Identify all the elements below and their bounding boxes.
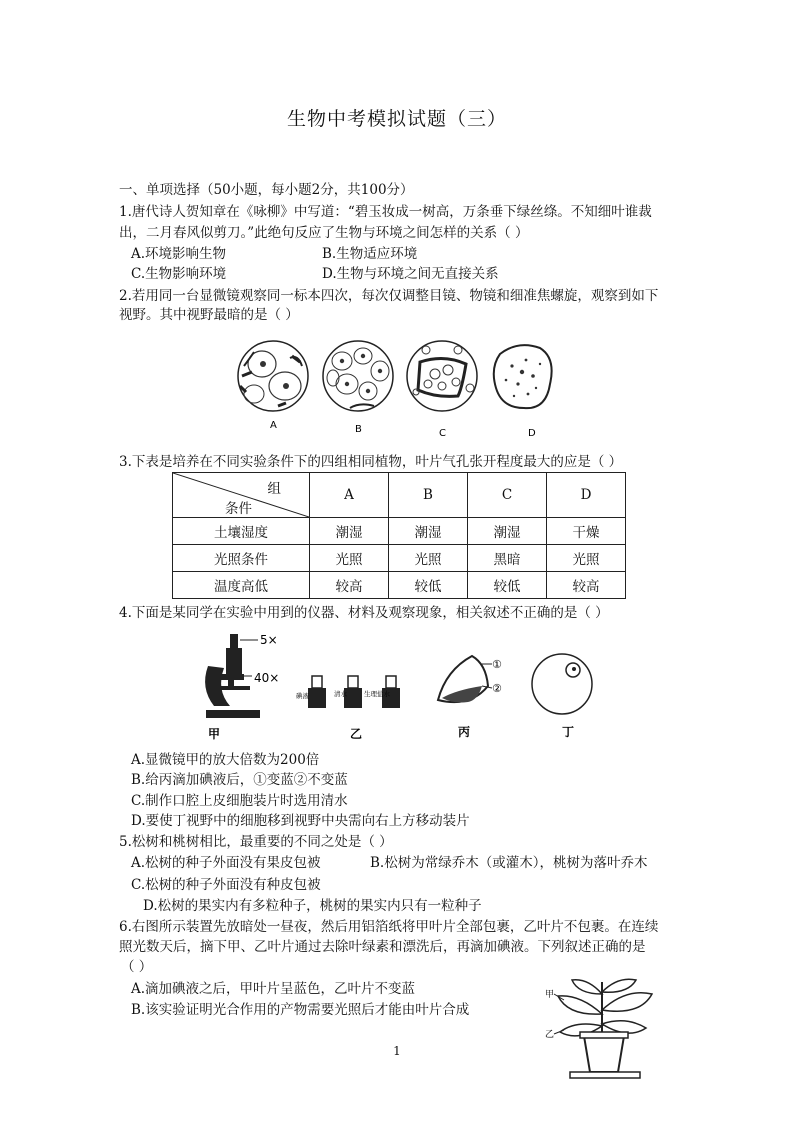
row-label: 土壤湿度 <box>173 518 310 545</box>
caption-bing: 丙 <box>458 725 471 739</box>
seed-mark-2: ② <box>492 682 502 695</box>
table-header-d: D <box>547 473 626 518</box>
field-label-d: D <box>528 428 536 439</box>
q6-option-b: B.该实验证明光合作用的产物需要光照后才能由叶片合成 <box>131 1002 470 1018</box>
field-label-c: C <box>439 428 446 439</box>
q1-option-a: A.环境影响生物 <box>131 246 227 262</box>
seed-mark-1: ① <box>492 658 502 671</box>
field-d-image <box>494 345 552 408</box>
q5-option-b: B.松树为常绿乔木（或灌木），桃树为落叶乔木 <box>370 855 648 871</box>
q1-option-d: D.生物与环境之间无直接关系 <box>322 266 499 282</box>
page-number: 1 <box>393 1044 401 1058</box>
table-row <box>173 518 626 545</box>
table-cell: 较低 <box>389 572 468 599</box>
caption-jia: 甲 <box>208 727 221 741</box>
q4-option-d: D.要使丁视野中的细胞移到视野中央需向右上方移动装片 <box>131 813 470 829</box>
table-cell: 潮湿 <box>310 518 389 545</box>
q4-instruments-figure <box>200 626 620 746</box>
q6-option-a: A.滴加碘液之后，甲叶片呈蓝色，乙叶片不变蓝 <box>131 981 416 997</box>
objective-magnification: 40× <box>254 671 280 685</box>
table-cell: 黑暗 <box>468 545 547 572</box>
q4-option-b: B.给丙滴加碘液后，①变蓝②不变蓝 <box>131 772 348 788</box>
table-header-row <box>173 473 626 518</box>
table-cell: 较高 <box>547 572 626 599</box>
eyepiece-magnification: 5× <box>260 633 278 647</box>
q5-option-d: D.松树的果实内有多粒种子，桃树的果实内只有一粒种子 <box>143 898 482 914</box>
table-cell: 潮湿 <box>389 518 468 545</box>
table-cell: 较高 <box>310 572 389 599</box>
page-title: 生物中考模拟试题（三） <box>286 108 507 130</box>
q4-stem-line1: 4.下面是某同学在实验中用到的仪器、材料及观察现象，相关叙述不正确的是（ ） <box>119 605 609 621</box>
q1-option-b: B.生物适应环境 <box>322 246 418 262</box>
q3-stem-line1: 3.下表是培养在不同实验条件下的四组相同植物，叶片气孔张开程度最大的应是（ ） <box>119 454 623 470</box>
q2-stem-line1: 2.若用同一台显微镜观察同一标本四次，每次仅调整目镜、物镜和细准焦螺旋，观察到如下 <box>119 288 659 304</box>
q1-stem-line1: 1.唐代诗人贺知章在《咏柳》中写道：“碧玉妆成一树高，万条垂下绿丝绦。不知细叶谁裁 <box>119 204 652 220</box>
q4-option-c: C.制作口腔上皮细胞装片时选用清水 <box>131 793 348 809</box>
table-cell: 潮湿 <box>468 518 547 545</box>
leaf-label-yi: 乙 <box>545 1030 555 1040</box>
leaf-label-jia: 甲 <box>545 990 555 1000</box>
q5-option-a: A.松树的种子外面没有果皮包被 <box>131 855 321 871</box>
conditions-table <box>172 472 626 599</box>
table-header-a: A <box>310 473 389 518</box>
field-label-b: B <box>355 424 362 435</box>
q5-stem-line1: 5.松树和桃树相比，最重要的不同之处是（ ） <box>119 834 393 850</box>
table-cell: 干燥 <box>547 518 626 545</box>
q5-option-c: C.松树的种子外面没有种皮包被 <box>131 877 321 893</box>
row-label: 光照条件 <box>173 545 310 572</box>
seed-image <box>438 656 492 703</box>
microscope-fields-figure <box>230 336 570 441</box>
reagent-label-iodine: 碘液 <box>296 692 309 700</box>
q1-option-c: C.生物影响环境 <box>131 266 227 282</box>
field-label-a: A <box>270 420 277 431</box>
plant-image <box>554 979 652 1078</box>
table-header-c: C <box>468 473 547 518</box>
q6-stem-line3: （ ） <box>121 959 153 975</box>
table-cell: 较低 <box>468 572 547 599</box>
corner-condition-label: 条件 <box>225 501 252 517</box>
q2-stem-line2: 视野。其中视野最暗的是（ ） <box>119 307 299 323</box>
table-row <box>173 545 626 572</box>
table-cell: 光照 <box>310 545 389 572</box>
field-a-image <box>238 341 308 411</box>
potted-plant-figure <box>540 970 670 1088</box>
reagent-label-saline: 生理盐水 <box>364 690 390 698</box>
q6-stem-line1: 6.右图所示装置先放暗处一昼夜，然后用铝箔纸将甲叶片全部包裹，乙叶片不包裹。在连续 <box>119 919 659 935</box>
microscope-image <box>205 634 260 718</box>
table-cell: 光照 <box>389 545 468 572</box>
corner-group-label: 组 <box>267 481 281 497</box>
table-cell: 光照 <box>547 545 626 572</box>
field-c-image <box>407 341 477 411</box>
table-corner-cell <box>173 473 310 518</box>
q1-stem-line2: 出，二月春风似剪刀。”此绝句反应了生物与环境之间怎样的关系（ ） <box>119 225 529 241</box>
section-heading: 一、单项选择（50小题，每小题2分，共100分） <box>119 182 414 198</box>
table-row <box>173 572 626 599</box>
caption-yi: 乙 <box>350 727 363 741</box>
cell-field-image <box>532 654 592 714</box>
table-header-b: B <box>389 473 468 518</box>
q4-option-a: A.显微镜甲的放大倍数为200倍 <box>131 752 320 768</box>
caption-ding: 丁 <box>562 725 575 739</box>
row-label: 温度高低 <box>173 572 310 599</box>
q6-stem-line2: 照光数天后，摘下甲、乙叶片通过去除叶绿素和漂洗后，再滴加碘液。下列叙述正确的是 <box>119 939 646 955</box>
reagent-label-water: 清水 <box>334 690 347 698</box>
field-b-image <box>323 341 393 411</box>
